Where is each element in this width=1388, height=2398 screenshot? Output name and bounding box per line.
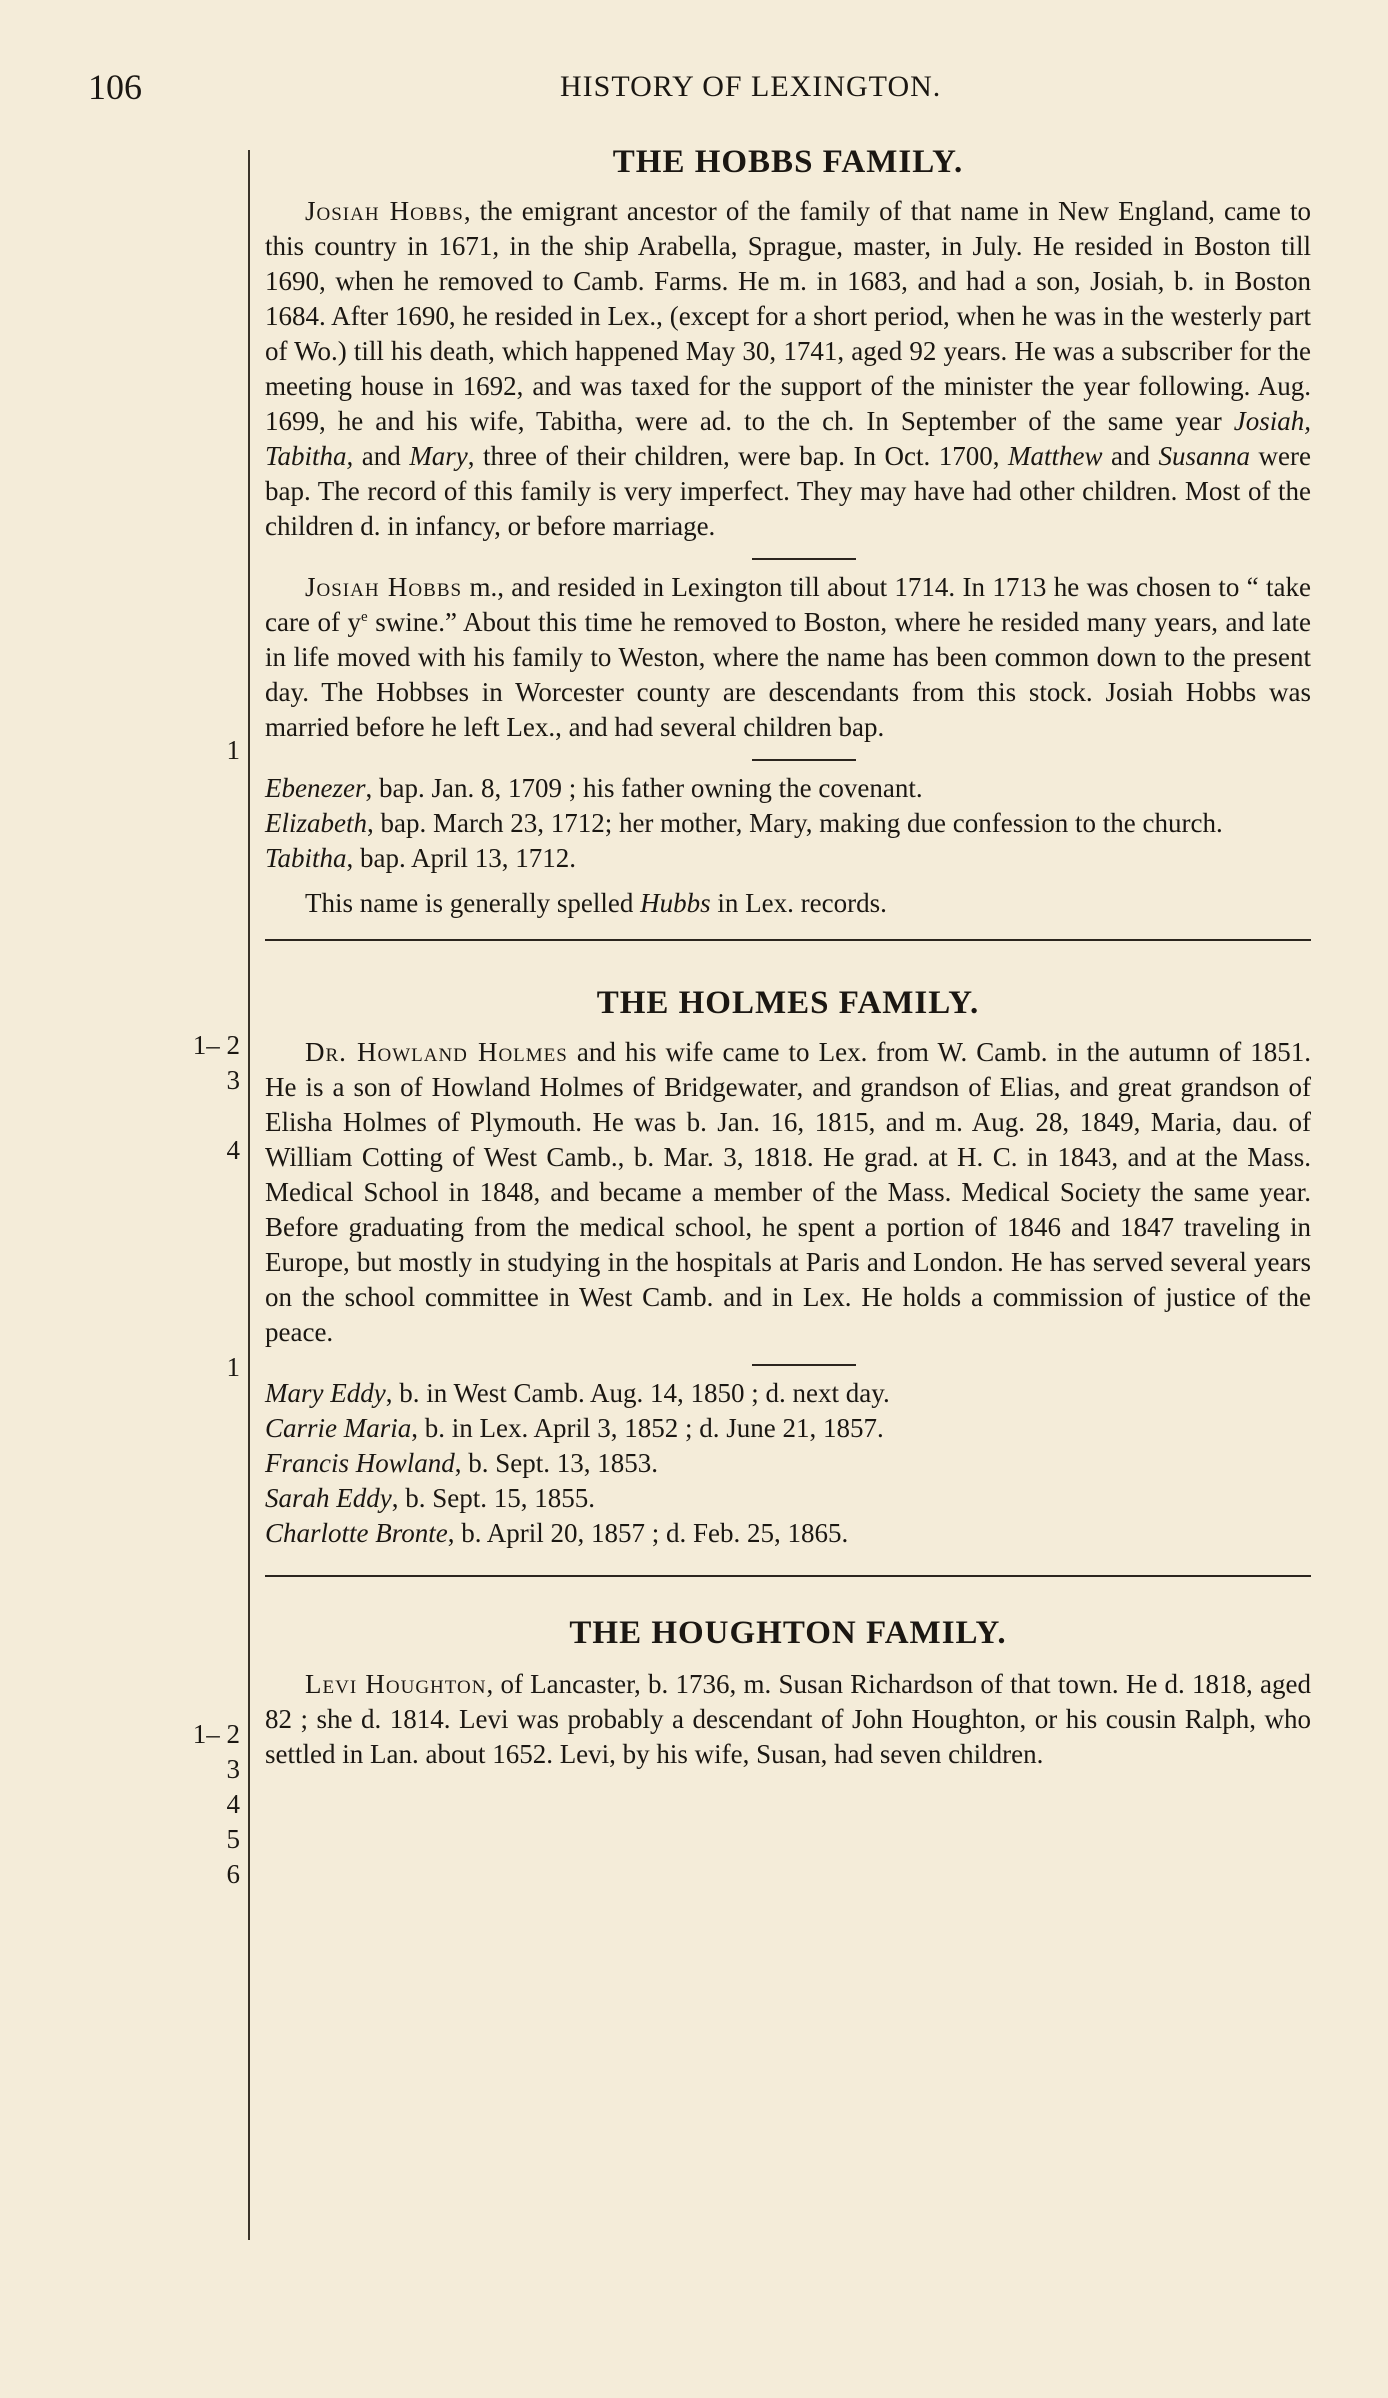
holmes-child-4-name: Sarah Eddy [265,1483,392,1513]
hobbs-child-2-text: , bap. March 23, 1712; her mother, Mary, making due confession to the church. [367,808,1223,838]
hobbs-note-italic: Hubbs [640,888,711,918]
holmes-gen1-text: and his wife came to Lex. from W. Camb. in the autumn of 1851. He is a son of Howland Holmes of Bridgewater, and grandson of Elias, and great grandson of Elisha Holmes of Plymouth. He was b. Jan. 16, 1815, and m. Aug. 28, 1849, Maria, dau. of William Cotting of West Camb., b. Mar. 3, 1818. He grad. at H. C. in 1843, and at the Mass. Medical School in 1848, and became a member of the Mass. Medical Society the same year. Before graduating from the medical school, he spent a portion of 1846 and 1847 traveling in Europe, but mostly in studying in the hospitals at Paris and London. He has served several years on the school committee in West Camb. and in Lex. He holds a commission of justice of the peace. [265,1037,1311,1347]
margin-rule [248,150,250,2240]
holmes-child-2 [265,1411,1311,1446]
hobbs-intro-italic-2: Mary [409,441,468,471]
page-content [265,142,1311,1772]
hobbs-intro-text-2: and [353,441,410,471]
hobbs-child-3-name: Tabitha [265,843,347,873]
hobbs-child-3-text: , bap. April 13, 1712. [346,843,577,873]
hobbs-intro-paragraph [265,194,1311,544]
hobbs-gen1-text-a: m., and resided in Lexington till about 1714. In 1713 he was chosen to “ take care of y [265,572,1312,637]
hobbs-gen1-paragraph [265,570,1311,745]
hobbs-gen1-name: Josiah Hobbs [305,572,463,602]
holmes-child-number-3: 4 [226,1789,240,1819]
hobbs-child-number-2: 3 [226,1065,240,1095]
hobbs-note [265,886,1311,921]
holmes-child-number-1: 1– 2 [192,1719,240,1749]
hobbs-intro-italic-4: Susanna [1158,441,1251,471]
hobbs-child-2-name: Elizabeth [265,808,367,838]
houghton-intro-paragraph [265,1667,1311,1772]
holmes-gen1-number: 1 [226,1352,240,1382]
holmes-child-4 [265,1481,1311,1516]
holmes-child-3 [265,1446,1311,1481]
hobbs-intro-text-4: and [1102,441,1159,471]
houghton-intro-text: , of Lancaster, b. 1736, m. Susan Richardson of that town. He d. 1818, aged 82 ; she d. 1814. Levi was probably a descendant of John Houghton, or his cousin Ralph, who settled in Lan. about 1652. Levi, by his wife, Susan, had seven children. [265,1669,1311,1769]
running-title: HISTORY OF LEXINGTON. [560,70,942,103]
hobbs-note-text-b: in Lex. records. [710,888,887,918]
hobbs-intro-text-5: were bap. The record of this family is very imperfect. They may have had other children. Most of the children d. in infancy, or before marriage. [265,441,1312,541]
hobbs-child-number-1: 1– 2 [192,1030,240,1060]
hobbs-intro-name: Josiah Hobbs [305,196,464,226]
hobbs-child-number-3: 4 [226,1135,240,1165]
holmes-child-number-4: 5 [226,1824,240,1854]
holmes-gen1-paragraph [265,1035,1311,1350]
holmes-child-3-text: , b. Sept. 13, 1853. [454,1448,659,1478]
hobbs-intro-text: , the emigrant ancestor of the family of that name in New England, came to this country in 1671, in the ship Arabella, Sprague, master, in July. He resided in Boston till 1690, when he removed to Camb. Farms. He m. in 1683, and had a son, Josiah, b. in Boston 1684. After 1690, he resided in Lex., (except for a short period, when he was in the westerly part of Wo.) till his death, which happened May 30, 1741, aged 92 years. He was a subscriber for the meeting house in 1692, and was taxed for the support of the minister the year following. Aug. 1699, he and his wife, Tabitha, were ad. to the ch. In September of the same year [265,196,1312,436]
holmes-child-number-5: 6 [226,1859,240,1889]
hobbs-child-1-name: Ebenezer [265,773,366,803]
holmes-gen1-name: Dr. Howland Holmes [305,1037,568,1067]
holmes-child-1-name: Mary Eddy [265,1378,386,1408]
houghton-heading: THE HOUGHTON FAMILY. [569,1615,1007,1651]
holmes-child-1-text: , b. in West Camb. Aug. 14, 1850 ; d. next day. [385,1378,890,1408]
hobbs-gen1-superscript: e [361,609,368,625]
hobbs-intro-italic-3: Matthew [1008,441,1103,471]
holmes-child-1 [265,1376,1311,1411]
page-number: 106 [88,67,142,107]
hobbs-gen1-number: 1 [226,735,240,765]
hobbs-intro-italic-1: Josiah, Tabitha, [265,406,1311,471]
holmes-child-3-name: Francis Howland [265,1448,455,1478]
hobbs-child-3 [265,841,1311,876]
hobbs-child-2 [265,806,1311,841]
hobbs-child-1 [265,771,1311,806]
holmes-child-5-name: Charlotte Bronte [265,1518,448,1548]
hobbs-intro-text-3: , three of their children, were bap. In Oct. 1700, [467,441,1008,471]
holmes-child-5 [265,1516,1311,1551]
holmes-child-4-text: , b. Sept. 15, 1855. [391,1483,595,1513]
holmes-child-2-text: , b. in Lex. April 3, 1852 ; d. June 21, 1857. [411,1413,884,1443]
hobbs-heading: THE HOBBS FAMILY. [612,144,964,180]
holmes-child-5-text: , b. April 20, 1857 ; d. Feb. 25, 1865. [447,1518,849,1548]
running-head [0,66,1388,126]
hobbs-child-1-text: , bap. Jan. 8, 1709 ; his father owning the covenant. [365,773,923,803]
holmes-heading: THE HOLMES FAMILY. [596,985,980,1021]
houghton-intro-name: Levi Houghton [305,1669,487,1699]
hobbs-gen1-text-b: swine.” About this time he removed to Boston, where he resided many years, and late in life moved with his family to Weston, where the name has been common down to the present day. The Hobbses in Worcester county are descendants from this stock. Josiah Hobbs was married before he left Lex., and had several children bap. [265,607,1312,742]
holmes-child-2-name: Carrie Maria [265,1413,412,1443]
hobbs-note-text-a: This name is generally spelled [305,888,641,918]
holmes-child-number-2: 3 [226,1754,240,1784]
